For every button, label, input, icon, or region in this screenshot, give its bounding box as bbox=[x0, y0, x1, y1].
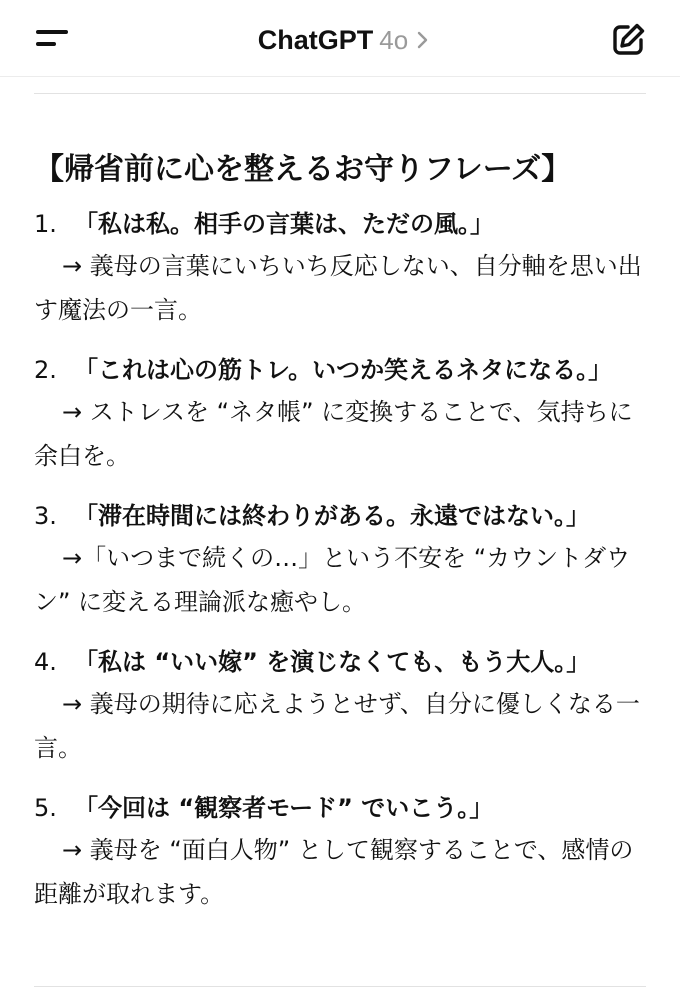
list-item-description: → 義母を “面白人物” として観察することで、感情の距離が取れます。 bbox=[34, 836, 634, 908]
header-divider bbox=[0, 76, 680, 77]
list-item-description: → 義母の期待に応えようとせず、自分に優しくなる一言。 bbox=[34, 690, 640, 762]
list-item-head bbox=[34, 204, 646, 244]
list-item-title: 「私は “いい嫁” を演じなくても、もう大人。」 bbox=[74, 648, 591, 676]
section-heading: 【帰省前に心を整えるお守りフレーズ】 bbox=[34, 152, 572, 187]
list-item bbox=[34, 642, 646, 770]
app-title: ChatGPT bbox=[257, 24, 374, 55]
hamburger-menu-icon bbox=[36, 30, 68, 34]
top-bar bbox=[0, 0, 680, 78]
message-divider-top bbox=[34, 93, 646, 94]
list-item bbox=[34, 788, 646, 916]
list-item-head bbox=[34, 350, 646, 390]
list-item-head bbox=[34, 496, 646, 536]
list-item-number: 2. bbox=[34, 356, 57, 384]
new-chat-edit-icon[interactable] bbox=[606, 18, 650, 62]
list-item-number: 4. bbox=[34, 648, 57, 676]
list-item-description: → 義母の言葉にいちいち反応しない、自分軸を思い出す魔法の一言。 bbox=[34, 252, 642, 324]
list-item-description: →「いつまで続くの…」という不安を “カウントダウン” に変える理論派な癒やし。 bbox=[34, 544, 631, 616]
list-item-title: 「これは心の筋トレ。いつか笑えるネタになる。」 bbox=[74, 356, 613, 384]
list-item-description: → ストレスを “ネタ帳” に変換することで、気持ちに余白を。 bbox=[34, 398, 633, 470]
list-item-number: 3. bbox=[34, 502, 57, 530]
list-item bbox=[34, 350, 646, 478]
list-item-title: 「滞在時間には終わりがある。永遠ではない。」 bbox=[74, 502, 590, 530]
chevron-right-icon bbox=[414, 29, 432, 51]
list-item-number: 1. bbox=[34, 210, 57, 238]
list-item-head bbox=[34, 788, 646, 828]
message-divider-bottom bbox=[34, 986, 646, 987]
hamburger-menu-icon-short-bar bbox=[36, 42, 56, 46]
model-selector-button[interactable] bbox=[240, 20, 450, 60]
list-item bbox=[34, 204, 646, 332]
model-name: 4o bbox=[379, 24, 409, 55]
menu-button[interactable] bbox=[28, 22, 76, 58]
list-item bbox=[34, 496, 646, 624]
list-item-number: 5. bbox=[34, 794, 57, 822]
list-item-head bbox=[34, 642, 646, 682]
list-item-title: 「今回は “観察者モード” でいこう。」 bbox=[74, 794, 494, 822]
list-item-title: 「私は私。相手の言葉は、ただの風。」 bbox=[74, 210, 494, 238]
assistant-message bbox=[34, 148, 646, 934]
